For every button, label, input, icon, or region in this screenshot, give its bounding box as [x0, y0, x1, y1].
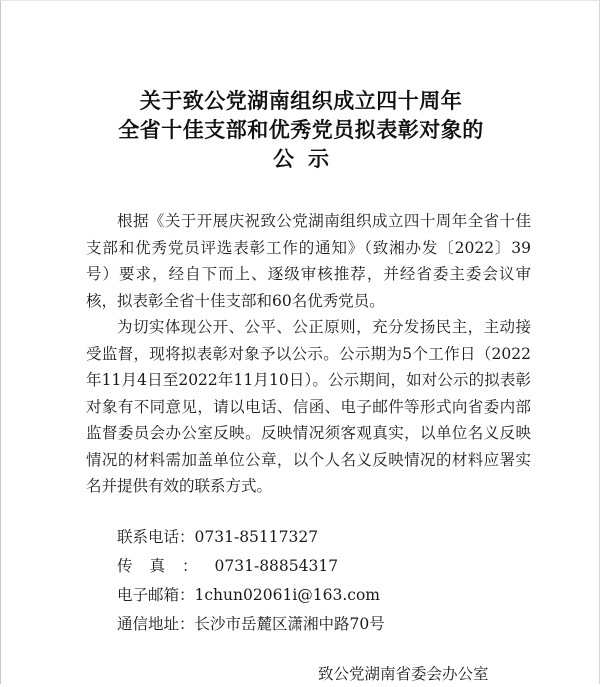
contact-fax: [117, 552, 385, 581]
contact-address: [117, 610, 385, 639]
title-line-2: 全省十佳支部和优秀党员拟表彰对象的: [118, 118, 484, 142]
contact-phone: [117, 523, 385, 552]
phone-label: 联系电话：: [117, 528, 195, 546]
phone-value: 0731-85117327: [194, 528, 319, 546]
title-line-3: 公示: [273, 147, 343, 171]
issuer-signature: 致公党湖南省委会办公室: [318, 665, 489, 683]
title-line-1: 关于致公党湖南组织成立四十周年: [139, 89, 463, 113]
paragraph-publicity: 为切实体现公开、公平、公正原则，充分发扬民主，主动接受监督，现将拟表彰对象予以公示。公示期为5个工作日（2022年11月4日至2022年11月10日）。公示期间，如对公示的拟表彰对象有不同意见，请以电话、信函、电子邮件等形式向省委内部监督委员会办公室反映。反映情况须客观真实，以单位名义反映情况的材料需加盖单位公章，以个人名义反映情况的材料应署实名并提供有效的联系方式。: [86, 318, 531, 495]
document-body: [86, 208, 531, 500]
contact-info: [117, 523, 385, 639]
email-value: 1chun02061i@163.com: [194, 586, 380, 604]
fax-label: 传真：: [117, 557, 215, 575]
paragraph-basis: 根据《关于开展庆祝致公党湖南组织成立四十周年全省十佳支部和优秀党员评选表彰工作的通知》（致湘办发〔2022〕39号）要求，经自下而上、逐级审核推荐，并经省委主委会议审核，拟表彰全省十佳支部和60名优秀党员。: [86, 212, 531, 310]
contact-email: [117, 581, 385, 610]
address-value: 长沙市岳麓区潇湘中路70号: [194, 615, 385, 633]
email-label: 电子邮箱：: [117, 586, 195, 604]
address-label: 通信地址：: [117, 615, 195, 633]
document-title: [1, 87, 600, 174]
fax-value: 0731-88854317: [214, 557, 339, 575]
